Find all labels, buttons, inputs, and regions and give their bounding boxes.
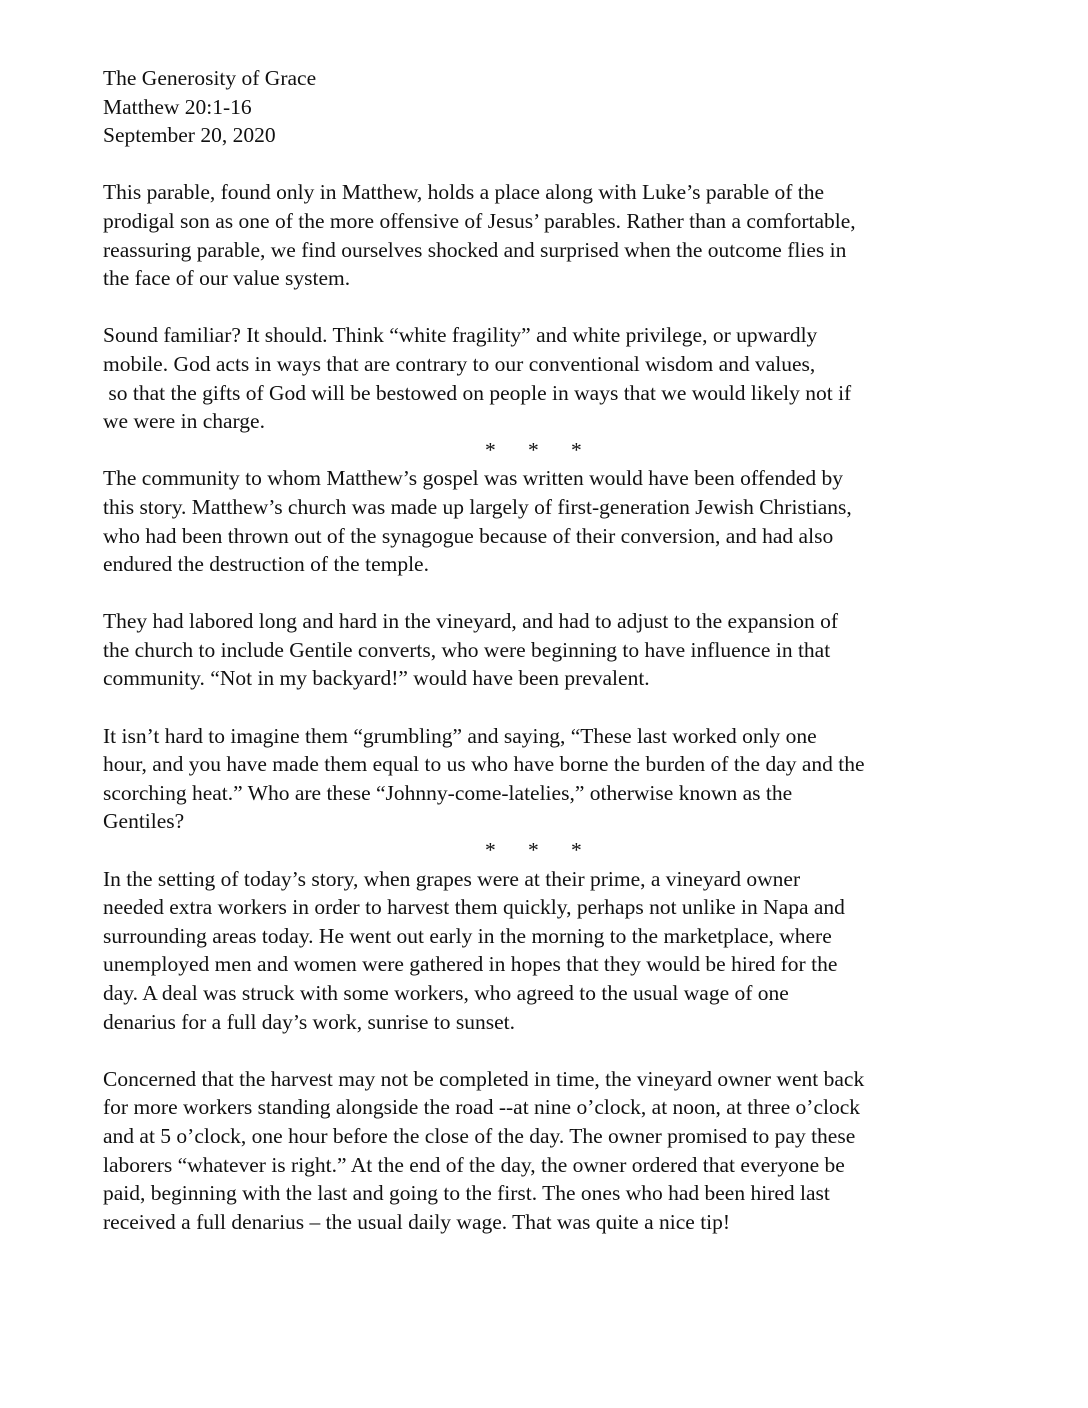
- text-line: They had labored long and hard in the vineyard, and had to adjust to the expansion of: [103, 609, 838, 634]
- text-line: The community to whom Matthew’s gospel was written would have been offended by: [103, 466, 844, 491]
- paragraph-2: [103, 321, 993, 435]
- text-line: we were in charge.: [103, 409, 265, 434]
- text-line: This parable, found only in Matthew, holds a place along with Luke’s parable of the: [103, 180, 825, 205]
- text-line: day. A deal was struck with some workers, who agreed to the usual wage of one: [103, 981, 789, 1005]
- text-line: paid, beginning with the last and going to the first. The ones who had been hired last: [103, 1181, 830, 1206]
- text-line: endured the destruction of the temple.: [103, 552, 429, 577]
- text-line: for more workers standing alongside the road --at nine o’clock, at noon, at three o’clock: [103, 1095, 861, 1120]
- paragraph-4: [103, 607, 993, 693]
- text-line: so that the gifts of God will be bestowed on people in ways that we would likely not if: [103, 380, 852, 405]
- text-line: Gentiles?: [103, 809, 185, 834]
- text-line: denarius for a full day’s work, sunrise to sunset.: [103, 1009, 516, 1034]
- text-line: the face of our value system.: [103, 266, 351, 291]
- paragraph-7: [103, 1065, 993, 1237]
- text-line: In the setting of today’s story, when grapes were at their prime, a vineyard owner: [103, 866, 801, 891]
- paragraph-3: [103, 464, 993, 578]
- text-line: scorching heat.” Who are these “Johnny-come-latelies,” otherwise known as the: [103, 780, 793, 805]
- text-line: laborers “whatever is right.” At the end of the day, the owner ordered that everyone be: [103, 1152, 845, 1177]
- document-page: [103, 64, 993, 1265]
- sermon-title: The Generosity of Grace: [103, 66, 317, 90]
- text-line: this story. Matthew’s church was made up largely of first-generation Jewish Christians,: [103, 494, 852, 519]
- section-separator: * * *: [485, 437, 582, 462]
- text-line: Sound familiar? It should. Think “white fragility” and white privilege, or upwardly: [103, 323, 818, 348]
- text-line: unemployed men and women were gathered in hopes that they would be hired for the: [103, 952, 838, 977]
- text-line: reassuring parable, we find ourselves shocked and surprised when the outcome flies in: [103, 237, 847, 262]
- paragraph-5: [103, 722, 993, 836]
- scripture-reference: Matthew 20:1-16: [103, 94, 252, 119]
- text-line: the church to include Gentile converts, who were beginning to have influence in that: [103, 637, 831, 662]
- text-line: needed extra workers in order to harvest them quickly, perhaps not unlike in Napa and: [103, 895, 845, 920]
- text-line: It isn’t hard to imagine them “grumbling” and saying, “These last worked only one: [103, 723, 817, 748]
- text-line: prodigal son as one of the more offensive of Jesus’ parables. Rather than a comfortable,: [103, 208, 856, 233]
- text-line: Concerned that the harvest may not be completed in time, the vineyard owner went back: [103, 1066, 865, 1091]
- section-separator: * * *: [485, 838, 582, 863]
- text-line: hour, and you have made them equal to us who have borne the burden of the day and the: [103, 752, 865, 777]
- document-header: [103, 64, 993, 150]
- text-line: and at 5 o’clock, one hour before the close of the day. The owner promised to pay these: [103, 1123, 856, 1148]
- paragraph-1: [103, 178, 993, 292]
- text-line: surrounding areas today. He went out early in the morning to the marketplace, where: [103, 923, 832, 948]
- text-line: received a full denarius – the usual daily wage. That was quite a nice tip!: [103, 1209, 731, 1234]
- sermon-date: September 20, 2020: [103, 123, 276, 148]
- paragraph-6: [103, 865, 993, 1037]
- text-line: community. “Not in my backyard!” would have been prevalent.: [103, 666, 650, 691]
- text-line: who had been thrown out of the synagogue because of their conversion, and had also: [103, 523, 834, 548]
- text-line: mobile. God acts in ways that are contrary to our conventional wisdom and values,: [103, 351, 816, 376]
